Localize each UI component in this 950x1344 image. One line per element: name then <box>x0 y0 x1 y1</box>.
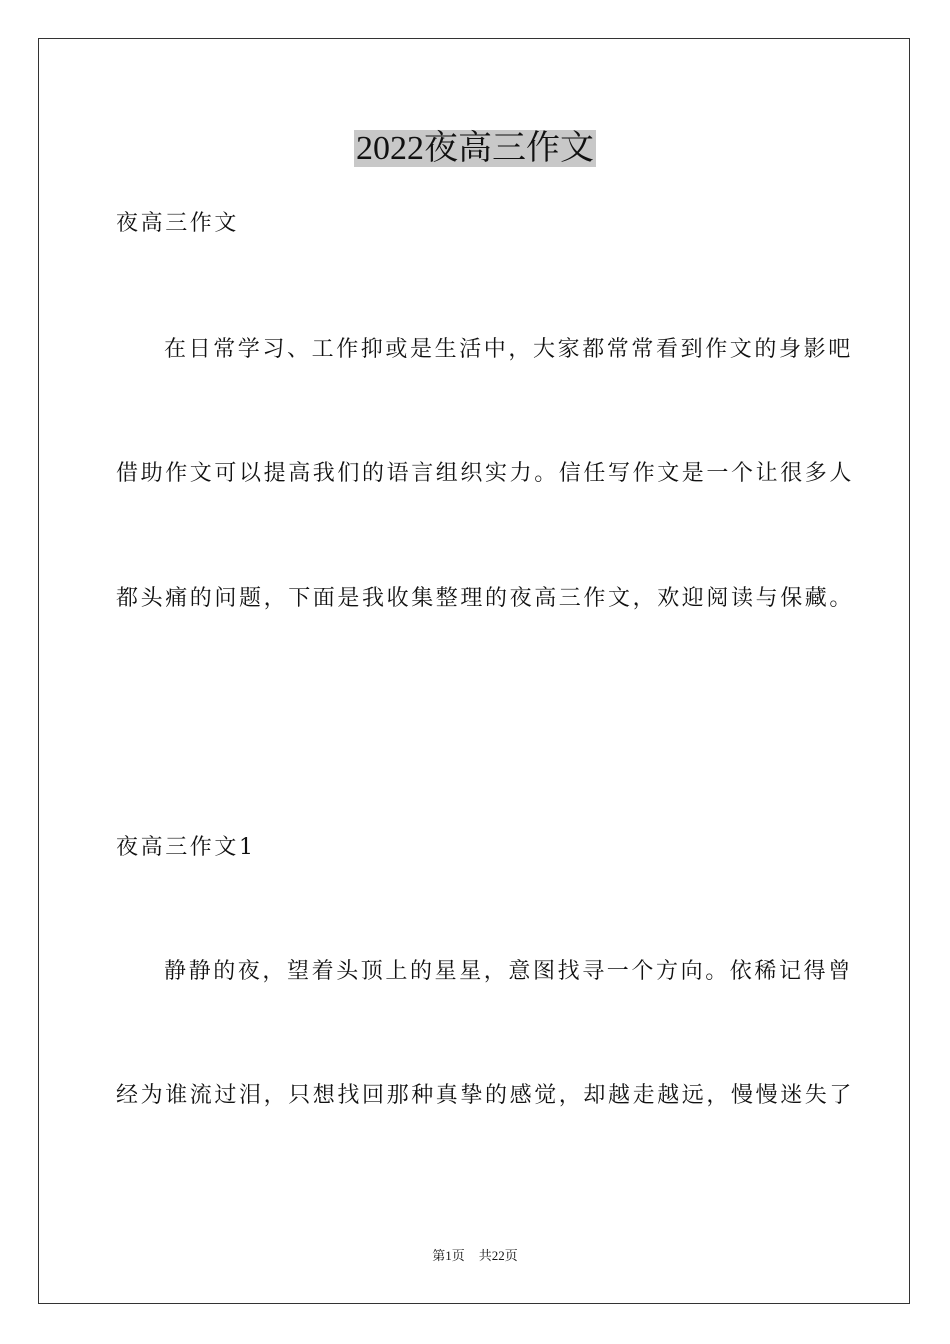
section1-heading: 夜高三作文1 <box>116 835 256 860</box>
intro-line-2: 借助作文可以提高我们的语言组织实力。信任写作文是一个让很多人 <box>116 461 855 486</box>
footer-page-total: 共22页 <box>478 1248 518 1263</box>
footer-page-current: 第1页 <box>432 1248 465 1263</box>
section1-line-2: 经为谁流过泪，只想找回那种真挚的感觉，却越走越远，慢慢迷失了 <box>116 1083 855 1108</box>
document-heading: 夜高三作文 <box>116 211 240 236</box>
document-title <box>0 126 950 172</box>
document-title-text: 2022夜高三作文 <box>356 130 594 167</box>
intro-line-1: 在日常学习、工作抑或是生活中，大家都常常看到作文的身影吧 <box>164 337 853 362</box>
intro-line-3: 都头痛的问题，下面是我收集整理的夜高三作文，欢迎阅读与保藏。 <box>116 586 855 611</box>
section1-line-1: 静静的夜，望着头顶上的星星，意图找寻一个方向。依稀记得曾 <box>164 959 853 984</box>
page-footer <box>0 1247 950 1265</box>
